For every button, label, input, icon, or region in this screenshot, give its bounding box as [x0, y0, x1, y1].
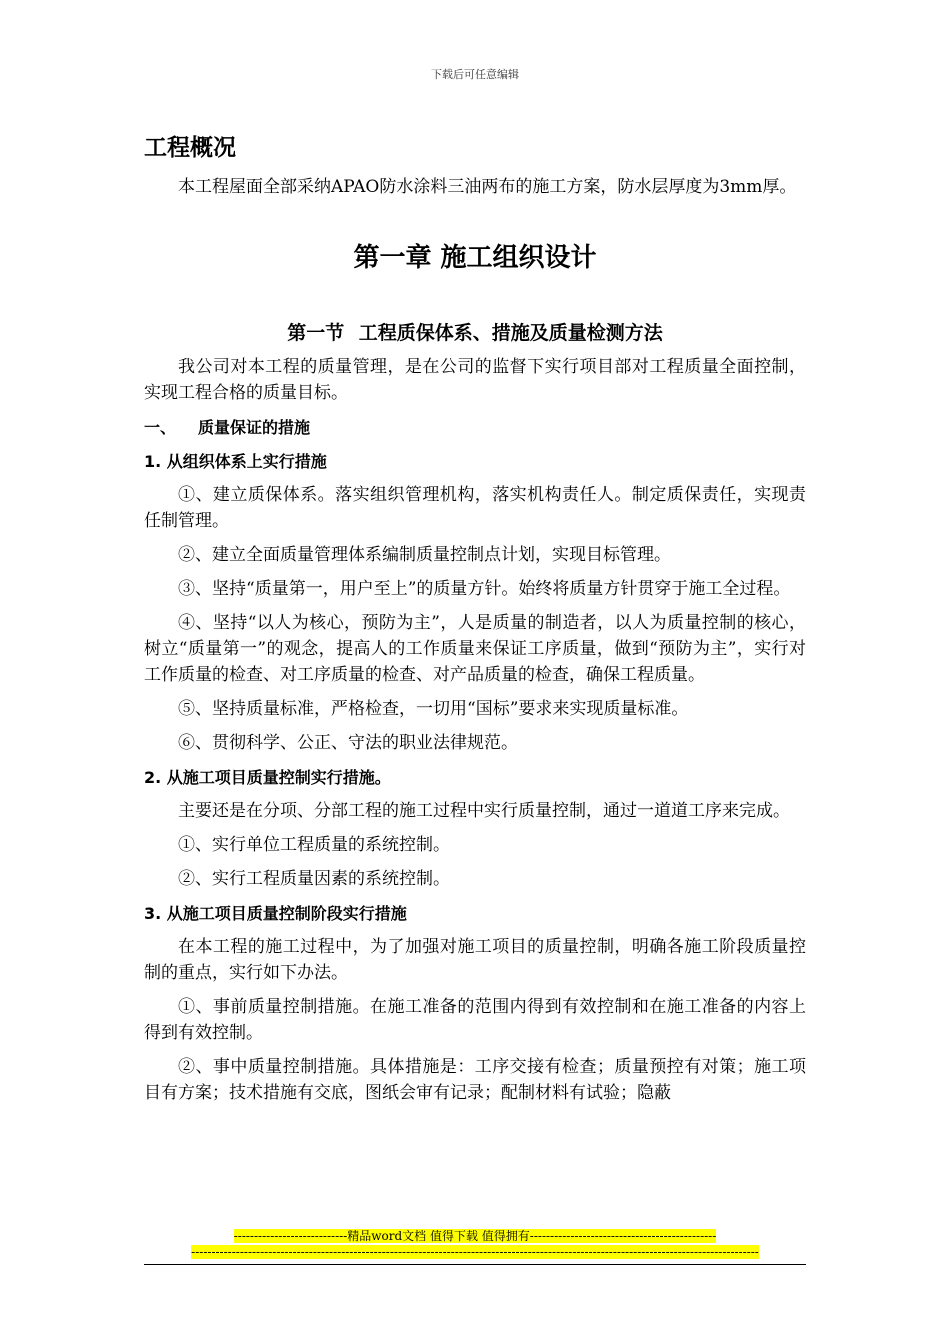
- section-title: 第一节 工程质保体系、措施及质量检测方法: [287, 322, 663, 344]
- s1-item-3: ③、坚持“质量第一，用户至上”的质量方针。始终将质量方针贯穿于施工全过程。: [178, 579, 791, 599]
- s1-item-2: ②、建立全面质量管理体系编制质量控制点计划，实现目标管理。: [178, 545, 671, 565]
- footer-banner-line-2: [0, 1244, 950, 1260]
- footer-banner-line-1: [0, 1228, 950, 1244]
- s3-item-2: ②、事中质量控制措施。具体措施是：工序交接有检查；质量预控有对策；施工项目有方案；技术措施有交底，图纸会审有记录；配制材料有试验；隐蔽: [144, 1057, 806, 1103]
- subsection-3-title: 3. 从施工项目质量控制阶段实行措施: [144, 904, 407, 923]
- chapter-title: 第一章 施工组织设计: [353, 243, 597, 273]
- s1-item-6: ⑥、贯彻科学、公正、守法的职业法律规范。: [178, 733, 518, 753]
- s1-item-1: ①、建立质保体系。落实组织管理机构，落实机构责任人。制定质保责任，实现责任制管理。: [144, 485, 806, 531]
- footer-banner-text-1: ----------------------------精品word文档 值得下载 值得拥有----------------------------------------------: [233, 1229, 717, 1243]
- overview-text: 本工程屋面全部采纳APAO防水涂料三油两布的施工方案，防水层厚度为3mm厚。: [178, 177, 797, 197]
- s1-item-5: ⑤、坚持质量标准，严格检查，一切用“国标”要求来实现质量标准。: [178, 699, 689, 719]
- page-header: 下载后可任意编辑: [431, 68, 519, 81]
- s2-item-2: ②、实行工程质量因素的系统控制。: [178, 869, 450, 889]
- s3-intro: 在本工程的施工过程中，为了加强对施工项目的质量控制，明确各施工阶段质量控制的重点，实行如下办法。: [144, 937, 806, 983]
- page-footer: [0, 1228, 950, 1260]
- s2-item-1: ①、实行单位工程质量的系统控制。: [178, 835, 450, 855]
- part1-title: 质量保证的措施: [198, 418, 311, 437]
- part1-number: 一、: [144, 418, 177, 437]
- s2-intro: 主要还是在分项、分部工程的施工过程中实行质量控制，通过一道道工序来完成。: [178, 801, 790, 821]
- s3-item-1: ①、事前质量控制措施。在施工准备的范围内得到有效控制和在施工准备的内容上得到有效控制。: [144, 997, 806, 1043]
- overview-title: 工程概况: [144, 135, 236, 161]
- footer-rule: [144, 1264, 806, 1265]
- footer-banner-text-2: --------------------------------------------------------------------------------------------------------------------------------------------: [191, 1245, 759, 1259]
- s1-item-4: ④、坚持“以人为核心，预防为主”，人是质量的制造者，以人为质量控制的核心，树立“质量第一”的观念，提高人的工作质量来保证工序质量，做到“预防为主”，实行对工作质量的检查、对工序质量的检查、对产品质量的检查，确保工程质量。: [144, 613, 806, 685]
- document-body: [144, 130, 806, 1114]
- section-intro: 我公司对本工程的质量管理，是在公司的监督下实行项目部对工程质量全面控制，实现工程合格的质量目标。: [144, 357, 806, 403]
- subsection-2-title: 2. 从施工项目质量控制实行措施。: [144, 768, 391, 787]
- subsection-1-title: 1. 从组织体系上实行措施: [144, 452, 327, 471]
- part1-heading: [144, 414, 806, 442]
